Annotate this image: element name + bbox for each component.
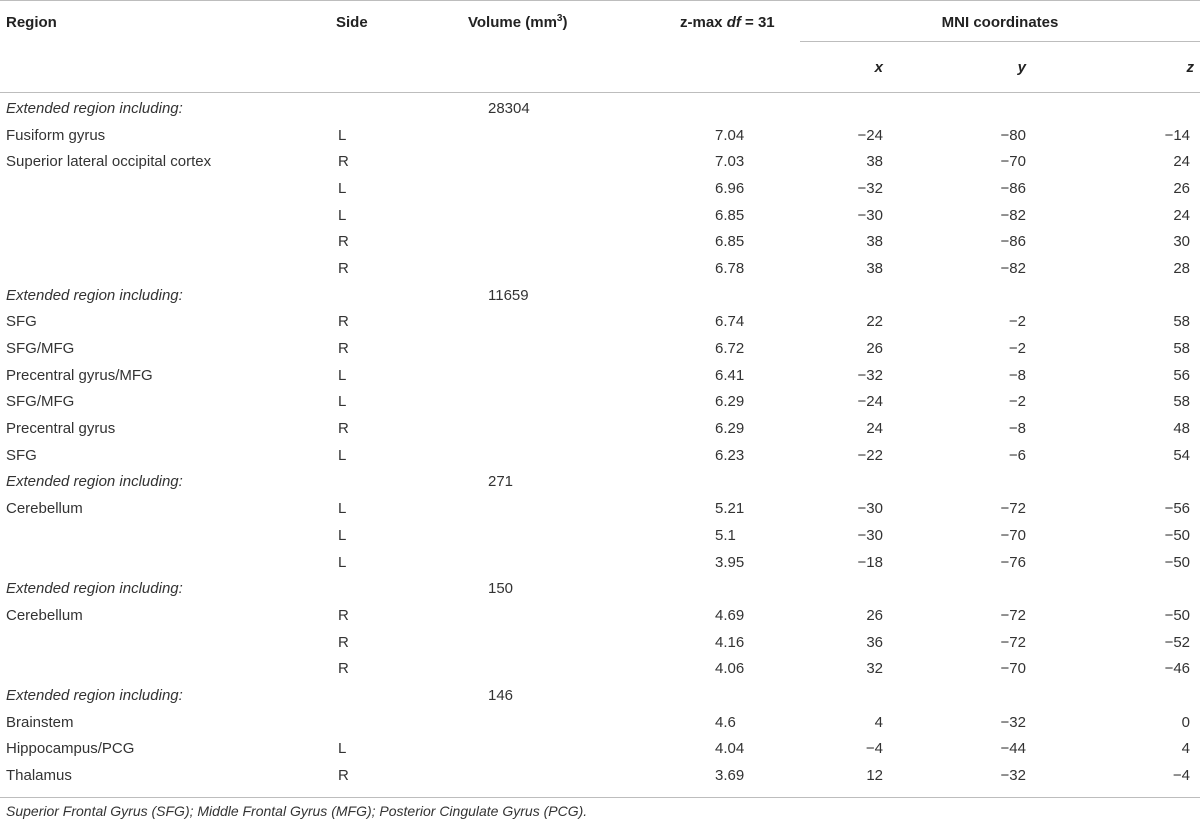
cell-y: −72 bbox=[1000, 633, 1026, 651]
cell-side bbox=[300, 575, 410, 602]
table-row bbox=[0, 93, 1200, 122]
cell-side bbox=[300, 282, 410, 309]
header-region: Region bbox=[0, 1, 300, 42]
header-x: x bbox=[800, 42, 935, 93]
footer-rule bbox=[0, 797, 1200, 798]
table-row bbox=[0, 629, 1200, 656]
cell-x: −24 bbox=[857, 126, 883, 144]
table-row bbox=[0, 228, 1200, 255]
cell-region: SFG bbox=[6, 446, 37, 464]
cell-side: L bbox=[338, 366, 347, 384]
cell-side: R bbox=[338, 420, 349, 438]
table-row bbox=[0, 255, 1200, 282]
table-row bbox=[0, 122, 1200, 149]
cell-zmax: 4.04 bbox=[715, 740, 745, 758]
header-volume-close: ) bbox=[562, 13, 568, 31]
cell-region: Extended region including: bbox=[6, 473, 183, 491]
cell-zmax bbox=[600, 93, 800, 122]
cell-volume bbox=[410, 389, 600, 416]
cell-zmax: 3.95 bbox=[715, 553, 745, 571]
cell-volume: 271 bbox=[488, 473, 514, 491]
cell-region bbox=[0, 655, 300, 682]
cell-zmax: 6.29 bbox=[715, 393, 745, 411]
cell-region bbox=[0, 549, 300, 576]
table-row bbox=[0, 175, 1200, 202]
cell-volume: 150 bbox=[488, 580, 514, 598]
cell-zmax: 7.03 bbox=[715, 153, 745, 171]
cell-zmax: 4.69 bbox=[715, 606, 745, 624]
cell-z: −46 bbox=[1164, 660, 1191, 678]
cell-side bbox=[300, 709, 410, 736]
cell-volume bbox=[410, 655, 600, 682]
header-zmax-df: df bbox=[726, 13, 741, 31]
cell-z: −14 bbox=[1164, 126, 1191, 144]
header-spacer bbox=[600, 42, 800, 93]
cell-y bbox=[935, 93, 1070, 122]
cell-y bbox=[935, 682, 1070, 709]
cell-z: 0 bbox=[1181, 713, 1191, 731]
footnote: Superior Frontal Gyrus (SFG); Middle Frontal Gyrus (MFG); Posterior Cingulate Gyrus (PCG). bbox=[6, 803, 588, 819]
table-row bbox=[0, 655, 1200, 682]
table-row bbox=[0, 602, 1200, 629]
cell-side: L bbox=[338, 126, 347, 144]
cell-y: −82 bbox=[1000, 259, 1026, 277]
cell-region bbox=[0, 629, 300, 656]
cell-region: Extended region including: bbox=[6, 99, 183, 117]
table-header bbox=[0, 1, 1200, 93]
cell-z: 26 bbox=[1173, 179, 1191, 197]
cell-z bbox=[1070, 93, 1200, 122]
cell-y: −32 bbox=[1000, 767, 1026, 785]
cell-region: Cerebellum bbox=[6, 500, 83, 518]
cell-y: −70 bbox=[1000, 153, 1026, 171]
cell-side: L bbox=[338, 553, 347, 571]
cell-zmax: 6.29 bbox=[715, 420, 745, 438]
cell-z: −56 bbox=[1164, 500, 1191, 518]
cell-z: −50 bbox=[1164, 553, 1191, 571]
table-row bbox=[0, 282, 1200, 309]
cell-zmax: 4.06 bbox=[715, 660, 745, 678]
header-mni-coordinates: MNI coordinates bbox=[800, 1, 1200, 42]
cell-volume bbox=[410, 602, 600, 629]
cell-region: Extended region including: bbox=[6, 580, 183, 598]
cell-y: −86 bbox=[1000, 179, 1026, 197]
cell-volume bbox=[410, 762, 600, 789]
cell-volume bbox=[410, 362, 600, 389]
cell-z: −4 bbox=[1172, 767, 1191, 785]
cell-volume bbox=[410, 228, 600, 255]
table-row bbox=[0, 148, 1200, 175]
cell-side: L bbox=[338, 206, 347, 224]
cell-side bbox=[300, 469, 410, 496]
cell-side: R bbox=[338, 313, 349, 331]
cell-volume bbox=[410, 736, 600, 763]
cell-side: R bbox=[338, 606, 349, 624]
header-side: Side bbox=[300, 1, 410, 42]
cell-z bbox=[1070, 575, 1200, 602]
header-zmax-suffix: = 31 bbox=[740, 13, 775, 31]
table-row bbox=[0, 522, 1200, 549]
cell-side: L bbox=[338, 393, 347, 411]
cell-x: 22 bbox=[866, 313, 883, 331]
cell-x: 38 bbox=[866, 233, 883, 251]
header-zmax-prefix: z-max bbox=[680, 13, 727, 31]
cell-z: 58 bbox=[1173, 393, 1191, 411]
cell-x bbox=[800, 469, 935, 496]
cell-z: 58 bbox=[1173, 313, 1191, 331]
cell-volume bbox=[410, 415, 600, 442]
cell-x: 32 bbox=[866, 660, 883, 678]
table-row bbox=[0, 442, 1200, 469]
cell-y bbox=[935, 282, 1070, 309]
cell-side: L bbox=[338, 179, 347, 197]
table-row bbox=[0, 309, 1200, 336]
cell-side: R bbox=[338, 660, 349, 678]
cell-region bbox=[0, 255, 300, 282]
cell-side: R bbox=[338, 633, 349, 651]
header-volume-exponent: 3 bbox=[556, 12, 563, 24]
table-row bbox=[0, 549, 1200, 576]
cell-x: 26 bbox=[866, 340, 883, 358]
cell-zmax bbox=[600, 575, 800, 602]
cell-y: −70 bbox=[1000, 526, 1026, 544]
cell-zmax: 6.78 bbox=[715, 259, 745, 277]
cell-region: SFG/MFG bbox=[6, 393, 75, 411]
cell-region: SFG/MFG bbox=[6, 340, 75, 358]
cell-region: Extended region including: bbox=[6, 686, 183, 704]
cell-volume bbox=[410, 255, 600, 282]
cell-y: −2 bbox=[1008, 340, 1026, 358]
table-row bbox=[0, 736, 1200, 763]
header-spacer bbox=[0, 42, 300, 93]
cell-volume bbox=[410, 629, 600, 656]
header-zmax bbox=[600, 1, 800, 42]
cell-region: Precentral gyrus/MFG bbox=[6, 366, 153, 384]
cell-region: Cerebellum bbox=[6, 606, 83, 624]
cell-volume bbox=[410, 709, 600, 736]
cell-volume bbox=[410, 122, 600, 149]
cell-zmax: 6.41 bbox=[715, 366, 745, 384]
header-volume bbox=[410, 1, 600, 42]
cell-side: R bbox=[338, 767, 349, 785]
cell-zmax bbox=[600, 682, 800, 709]
cell-x: −24 bbox=[857, 393, 883, 411]
cell-x: −32 bbox=[857, 366, 883, 384]
table-row bbox=[0, 202, 1200, 229]
cell-side bbox=[300, 682, 410, 709]
cell-side: R bbox=[338, 340, 349, 358]
cell-y: −72 bbox=[1000, 500, 1026, 518]
cell-z bbox=[1070, 282, 1200, 309]
cell-x: −4 bbox=[865, 740, 883, 758]
cell-y: −82 bbox=[1000, 206, 1026, 224]
table-row bbox=[0, 415, 1200, 442]
cell-x: −32 bbox=[857, 179, 883, 197]
cell-volume bbox=[410, 335, 600, 362]
header-spacer bbox=[410, 42, 600, 93]
cell-z bbox=[1070, 469, 1200, 496]
cell-volume bbox=[410, 495, 600, 522]
cell-x: 24 bbox=[866, 420, 883, 438]
table-row bbox=[0, 495, 1200, 522]
table-body bbox=[0, 93, 1200, 789]
cell-x: −18 bbox=[857, 553, 883, 571]
cell-x: 12 bbox=[866, 767, 883, 785]
cell-z: 58 bbox=[1173, 340, 1191, 358]
cell-region: Hippocampus/PCG bbox=[6, 740, 135, 758]
cell-x bbox=[800, 282, 935, 309]
cell-volume bbox=[410, 309, 600, 336]
cell-side bbox=[300, 93, 410, 122]
cell-zmax: 6.72 bbox=[715, 340, 745, 358]
cell-y: −2 bbox=[1008, 393, 1026, 411]
cell-y: −72 bbox=[1000, 606, 1026, 624]
cell-z: 48 bbox=[1173, 420, 1191, 438]
cell-region: Extended region including: bbox=[6, 286, 183, 304]
cell-y: −44 bbox=[1000, 740, 1026, 758]
cell-y: −86 bbox=[1000, 233, 1026, 251]
cell-y: −8 bbox=[1008, 420, 1026, 438]
cell-volume bbox=[410, 202, 600, 229]
cell-volume: 11659 bbox=[488, 286, 529, 304]
cell-z: −52 bbox=[1164, 633, 1191, 651]
cell-y: −80 bbox=[1000, 126, 1026, 144]
table-row bbox=[0, 709, 1200, 736]
header-spacer bbox=[300, 42, 410, 93]
cell-y: −2 bbox=[1008, 313, 1026, 331]
cell-region: Brainstem bbox=[6, 713, 74, 731]
cell-x bbox=[800, 682, 935, 709]
cell-volume bbox=[410, 442, 600, 469]
cell-z: 24 bbox=[1173, 206, 1191, 224]
cell-side: L bbox=[338, 446, 347, 464]
cell-y: −6 bbox=[1008, 446, 1026, 464]
cell-x: 36 bbox=[866, 633, 883, 651]
cell-z bbox=[1070, 682, 1200, 709]
header-volume-label: Volume (mm bbox=[468, 13, 557, 31]
table-row bbox=[0, 575, 1200, 602]
cell-z: 24 bbox=[1173, 153, 1191, 171]
cell-volume bbox=[410, 148, 600, 175]
cell-x: −30 bbox=[857, 500, 883, 518]
cell-zmax bbox=[600, 469, 800, 496]
cell-x bbox=[800, 93, 935, 122]
cell-zmax: 7.04 bbox=[715, 126, 745, 144]
cell-z: 4 bbox=[1181, 740, 1191, 758]
cell-volume bbox=[410, 522, 600, 549]
cell-region bbox=[0, 202, 300, 229]
cell-zmax: 5.1 bbox=[715, 526, 736, 544]
cell-x: −22 bbox=[857, 446, 883, 464]
cell-zmax: 5.21 bbox=[715, 500, 745, 518]
cell-zmax: 6.85 bbox=[715, 206, 745, 224]
cell-zmax: 4.6 bbox=[715, 713, 736, 731]
cell-zmax: 3.69 bbox=[715, 767, 745, 785]
cell-x: 4 bbox=[874, 713, 883, 731]
cell-region: SFG bbox=[6, 313, 37, 331]
cell-z: 54 bbox=[1173, 446, 1191, 464]
cell-z: 56 bbox=[1173, 366, 1191, 384]
cell-side: L bbox=[338, 526, 347, 544]
cell-y: −8 bbox=[1008, 366, 1026, 384]
cell-region: Precentral gyrus bbox=[6, 420, 116, 438]
table-row bbox=[0, 469, 1200, 496]
cell-y: −76 bbox=[1000, 553, 1026, 571]
cell-side: R bbox=[338, 153, 349, 171]
cell-zmax: 6.96 bbox=[715, 179, 745, 197]
cell-side: L bbox=[338, 740, 347, 758]
table-row bbox=[0, 389, 1200, 416]
cell-z: −50 bbox=[1164, 526, 1191, 544]
cell-y: −32 bbox=[1000, 713, 1026, 731]
cell-x: −30 bbox=[857, 526, 883, 544]
header-y: y bbox=[935, 42, 1070, 93]
cell-zmax: 6.85 bbox=[715, 233, 745, 251]
cell-x: 38 bbox=[866, 259, 883, 277]
cell-zmax bbox=[600, 282, 800, 309]
cell-volume: 146 bbox=[488, 686, 514, 704]
cell-region bbox=[0, 522, 300, 549]
cell-region bbox=[0, 228, 300, 255]
cell-x: 26 bbox=[866, 606, 883, 624]
cell-y bbox=[935, 469, 1070, 496]
cell-region bbox=[0, 175, 300, 202]
cell-region: Fusiform gyrus bbox=[6, 126, 106, 144]
cell-volume bbox=[410, 175, 600, 202]
cell-zmax: 6.74 bbox=[715, 313, 745, 331]
cell-z: 30 bbox=[1173, 233, 1191, 251]
table-row bbox=[0, 335, 1200, 362]
cell-side: L bbox=[338, 500, 347, 518]
cell-x: 38 bbox=[866, 153, 883, 171]
cell-y: −70 bbox=[1000, 660, 1026, 678]
cell-x bbox=[800, 575, 935, 602]
cell-zmax: 6.23 bbox=[715, 446, 745, 464]
cell-side: R bbox=[338, 259, 349, 277]
table-row bbox=[0, 762, 1200, 789]
cell-z: −50 bbox=[1164, 606, 1191, 624]
cell-z: 28 bbox=[1173, 259, 1191, 277]
table-row bbox=[0, 682, 1200, 709]
header-z: z bbox=[1070, 42, 1200, 93]
cell-region: Thalamus bbox=[6, 767, 72, 785]
table-row bbox=[0, 362, 1200, 389]
cell-zmax: 4.16 bbox=[715, 633, 745, 651]
cell-y bbox=[935, 575, 1070, 602]
cell-volume: 28304 bbox=[488, 99, 530, 117]
cell-volume bbox=[410, 549, 600, 576]
cell-region: Superior lateral occipital cortex bbox=[6, 153, 212, 171]
cell-x: −30 bbox=[857, 206, 883, 224]
cell-side: R bbox=[338, 233, 349, 251]
